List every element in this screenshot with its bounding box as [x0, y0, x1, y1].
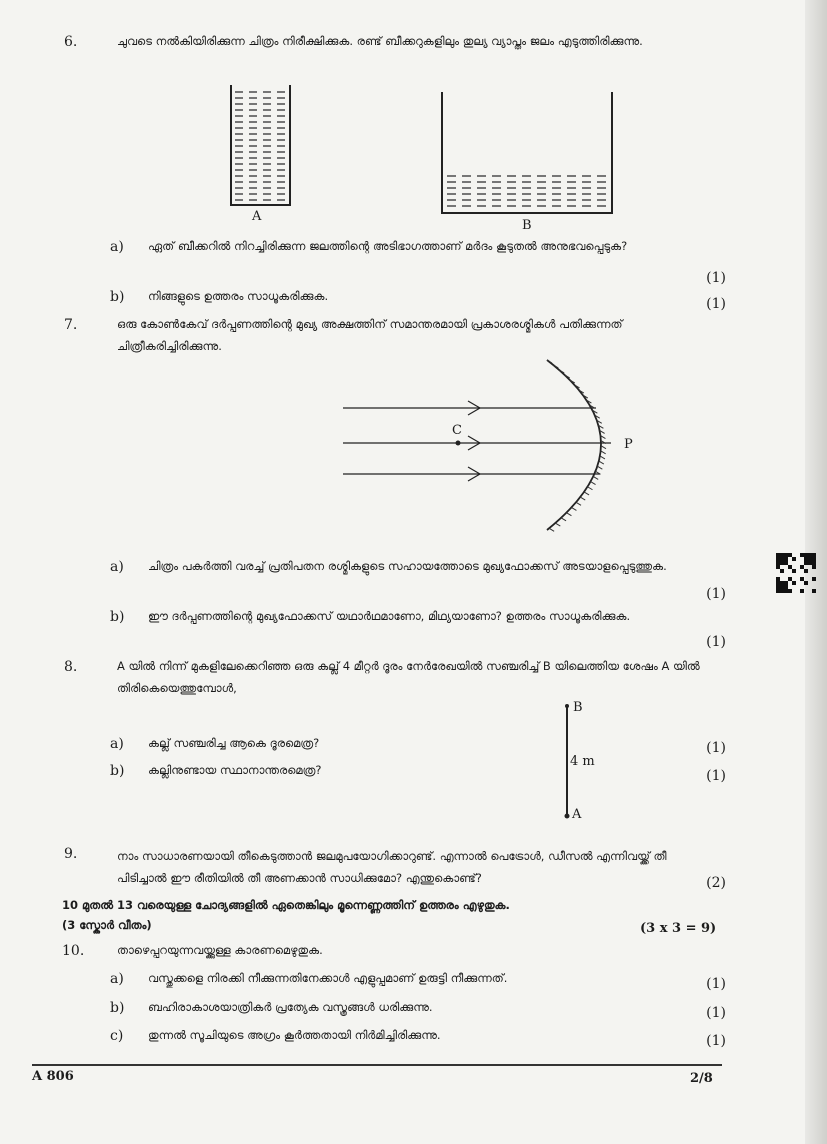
pole-label: P — [624, 437, 633, 452]
section-instruction: 10 മുതൽ 13 വരെയുള്ള ചോദ്യങ്ങളിൽ ഏതെങ്കിലും മൂന്നെണ്ണത്തിന് ഉത്തരം എഴുതുക. — [62, 898, 510, 912]
concave-mirror-diagram — [343, 360, 611, 531]
section-total: (3 x 3 = 9) — [640, 921, 717, 936]
subquestion-label: a) — [110, 736, 124, 752]
subquestion-text: കല്ല് സഞ്ചരിച്ച ആകെ ദൂരമെത്ര? — [148, 736, 320, 750]
question-number: 10. — [62, 943, 85, 959]
marks: (1) — [706, 768, 726, 784]
subquestion-text: വസ്തുക്കളെ നിരക്കി നീക്കുന്നതിനേക്കാൾ എളുപ്പമാണ് ഉരുട്ടി നീക്കുന്നത്. — [148, 971, 508, 985]
subquestion-text: ബഹിരാകാശയാത്രികർ പ്രത്യേക വസ്ത്രങ്ങൾ ധരിക്കുന്നു. — [148, 1000, 433, 1014]
marks: (1) — [706, 976, 726, 992]
question-number: 6. — [64, 34, 78, 50]
question-number: 8. — [64, 659, 78, 675]
footer-divider — [32, 1064, 722, 1066]
stone-path-diagram — [565, 704, 570, 819]
subquestion-text: തുന്നൽ സൂചിയുടെ അഗ്രം കൂർത്തതായി നിർമിച്ചിരിക്കുന്നു. — [148, 1028, 441, 1042]
question-number: 9. — [64, 846, 78, 862]
beaker-a-label: A — [252, 209, 262, 224]
question-text: നാം സാധാരണയായി തീകെടുത്താൻ ജലമുപയോഗിക്കാറുണ്ട്. എന്നാൽ പെട്രോൾ, ഡീസൽ എന്നിവയ്ക്ക് തീ പിടിച്ചാൽ ഈ രീതിയിൽ തീ അണക്കാൻ സാധിക്കുമോ? എന്തുകൊണ്ട്? — [117, 849, 667, 885]
subquestion-label: a) — [110, 559, 124, 575]
score-note: (3 സ്കോർ വീതം) — [62, 918, 152, 932]
question-number: 7. — [64, 317, 78, 333]
beaker-b-label: B — [522, 218, 532, 233]
subquestion-label: c) — [110, 1028, 124, 1044]
subquestion-text: ഈ ദർപ്പണത്തിന്റെ മുഖ്യഫോക്കസ് യഥാർഥമാണോ, മിഥ്യയാണോ? ഉത്തരം സാധൂകരിക്കുക. — [148, 609, 631, 623]
marks: (1) — [706, 296, 726, 312]
point-a-label: A — [572, 807, 582, 822]
subquestion-label: a) — [110, 971, 124, 987]
beaker-a-diagram — [231, 85, 290, 205]
subquestion-label: a) — [110, 239, 124, 255]
marks: (1) — [706, 740, 726, 756]
page-number: 2/8 — [690, 1071, 713, 1086]
beaker-b-diagram — [442, 92, 612, 213]
subquestion-text: ഏത് ബീക്കറിൽ നിറച്ചിരിക്കുന്ന ജലത്തിന്റെ അടിഭാഗത്താണ് മർദം കൂടുതൽ അനുഭവപ്പെടുക? — [148, 239, 628, 253]
point-b-label: B — [573, 700, 583, 715]
subquestion-text: നിങ്ങളുടെ ഉത്തരം സാധൂകരിക്കുക. — [148, 289, 329, 303]
marks: (1) — [706, 1033, 726, 1049]
subquestion-text: കല്ലിനുണ്ടായ സ്ഥാനാന്തരമെത്ര? — [148, 763, 322, 777]
subquestion-label: b) — [110, 609, 125, 625]
question-text: താഴെപ്പറയുന്നവയ്ക്കുള്ള കാരണമെഴുതുക. — [117, 943, 323, 957]
marks: (1) — [706, 1005, 726, 1021]
marks: (1) — [706, 270, 726, 286]
marks: (1) — [706, 634, 726, 650]
question-text: ചുവടെ നൽകിയിരിക്കുന്ന ചിത്രം നിരീക്ഷിക്കുക. രണ്ട് ബീക്കറുകളിലും തുല്യ വ്യാപ്തം ജലം എടുത്തിരിക്കുന്നു. — [117, 34, 643, 48]
subquestion-text: ചിത്രം പകർത്തി വരച്ച് പ്രതിപതന രശ്മികളുടെ സഹായത്തോടെ മുഖ്യഫോക്കസ് അടയാളപ്പെടുത്തുക. — [148, 559, 667, 573]
subquestion-label: b) — [110, 289, 125, 305]
distance-label: 4 m — [570, 754, 595, 769]
subquestion-label: b) — [110, 1000, 125, 1016]
question-text: ഒരു കോൺകേവ് ദർപ്പണത്തിന്റെ മുഖ്യ അക്ഷത്തിന് സമാന്തരമായി പ്രകാശരശ്മികൾ പതിക്കുന്നത് ചിത്രീകരിച്ചിരിക്കുന്നു. — [117, 317, 623, 353]
subquestion-label: b) — [110, 763, 125, 779]
marks: (2) — [706, 875, 726, 891]
qr-code-icon — [776, 553, 816, 593]
marks: (1) — [706, 586, 726, 602]
paper-code: A 806 — [32, 1069, 74, 1084]
question-text: A യിൽ നിന്ന് മുകളിലേക്കെറിഞ്ഞ ഒരു കല്ല് 4 മീറ്റർ ദൂരം നേർരേഖയിൽ സഞ്ചരിച്ച് B യിലെത്തിയ ശേഷം A യിൽ തിരികെയെത്തുമ്പോൾ, — [117, 659, 700, 695]
center-of-curvature-label: C — [452, 423, 462, 438]
